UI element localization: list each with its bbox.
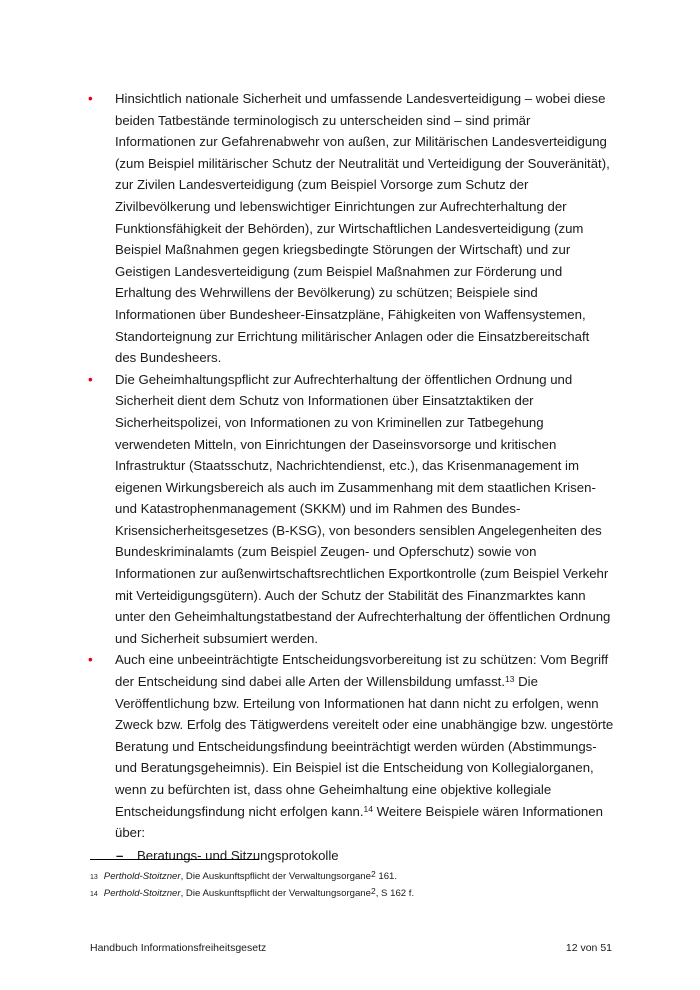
footnote-number: 14	[90, 891, 98, 898]
edition-sup: 2	[370, 869, 376, 879]
footnote-author: Perthold-Stoitzner	[103, 888, 181, 899]
footnote-ref[interactable]: 13	[505, 674, 515, 685]
main-content	[0, 88, 700, 866]
paragraph-part: Die Veröffentlichung bzw. Erteilung von Informationen hat dann nicht zu erfolgen, wenn Zweck bzw. Erfolg des Tätigwerdens vereitelt oder eine unabhängige bzw. ungestörte Beratung und Entscheidungsfindung beeinträchtigt werden würden (Abstimmungs- und Beratungsgeheimnis). Ein Beispiel ist die Entscheidung von Kollegialorganen, wenn zu befürchten ist, dass ohne Geheimhaltung eine objektive kollegiale Entscheidungsfindung nicht erfolgen kann.	[115, 674, 614, 819]
paragraph	[115, 649, 614, 843]
list-item	[0, 649, 700, 843]
list-item	[0, 369, 700, 650]
footnote	[90, 885, 620, 902]
bullet-icon: •	[88, 91, 93, 106]
paragraph-part: Auch eine unbeeinträchtigte Entscheidungsvorbereitung ist zu schützen: Vom Begriff der Entscheidung sind dabei alle Arten der Willensbildung umfasst.	[115, 652, 609, 690]
paragraph-part: Weitere Beispiele wären Informationen über:	[115, 803, 603, 841]
bullet-icon: •	[88, 371, 93, 387]
footnote-text: , Die Auskunftspflicht der Verwaltungsorgane	[180, 888, 371, 899]
footnote-author: Perthold-Stoitzner	[103, 871, 181, 882]
footnote-number: 13	[90, 874, 98, 881]
bullet-list	[0, 88, 700, 844]
edition-sup: 2	[370, 886, 376, 896]
footnote	[90, 868, 620, 885]
footnote-separator	[90, 859, 259, 860]
footnotes	[90, 868, 620, 902]
footnote-rest: , S 162 f.	[375, 888, 415, 899]
dash-icon: –	[116, 847, 124, 863]
sub-list-item	[0, 845, 700, 867]
footnote-text: , Die Auskunftspflicht der Verwaltungsorgane	[180, 871, 371, 882]
paragraph: Hinsichtlich nationale Sicherheit und umfassende Landesverteidigung – wobei diese beiden Tatbestände terminologisch zu unterscheiden sind – sind primär Informationen zur Gefahrenabwehr von außen, zur Militärischen Landesverteidigung (zum Beispiel militärischer Schutz der Neutralität und Verteidigung der Souveränität), zur Zivilen Landesverteidigung (zum Beispiel Vorsorge zum Schutz der Zivilbevölkerung und lebenswichtiger Einrichtungen zur Aufrechterhaltung der Funktionsfähigkeit der Behörden), zur Wirtschaftlichen Landesverteidigung (zum Beispiel Maßnahmen gegen kriegsbedingte Störungen der Wirtschaft) und zur Geistigen Landesverteidigung (zum Beispiel Maßnahmen zur Förderung und Erhaltung des Wehrwillens der Bevölkerung) zu schützen; Beispiele sind Informationen über Bundesheer-Einsatzpläne, Fähigkeiten von Waffensystemen, Standorteignung zur Errichtung militärischer Anlagen oder die Einsatzbereitschaft des Bundesheers.	[115, 91, 610, 366]
footnote-ref[interactable]: 14	[363, 803, 374, 814]
footnote-rest: 161.	[375, 871, 398, 882]
page-footer	[90, 941, 612, 955]
footer-title: Handbuch Informationsfreiheitsgesetz	[90, 942, 267, 954]
list-item	[0, 88, 700, 369]
bullet-icon: •	[88, 652, 93, 668]
sub-list-item-label: Beratungs- und Sitzungsprotokolle	[137, 847, 339, 863]
paragraph: Die Geheimhaltungspflicht zur Aufrechterhaltung der öffentlichen Ordnung und Sicherheit dient dem Schutz von Informationen über Einsatztaktiken der Sicherheitspolizei, von Informationen zu von Kriminellen zur Tatbegehung verwendeten Mitteln, von Einrichtungen der Daseinsvorsorge und kritischen Infrastruktur (Staatsschutz, Nachrichtendienst, etc.), das Krisenmanagement im eigenen Wirkungsbereich als auch im Zusammenhang mit dem staatlichen Krisen- und Katastrophenmanagement (SKKM) und im Rahmen des Bundes-Krisensicherheitsgesetzes (B-KSG), von besonders sensiblen Angelegenheiten des Bundeskriminalamts (zum Beispiel Zeugen- und Opferschutz) sowie von Informationen zur außenwirtschaftsrechtlichen Exportkontrolle (zum Beispiel Verkehr mit Verteidigungsgütern). Auch der Schutz der Stabilität des Finanzmarktes kann unter den Geheimhaltungstatbestand der Aufrechterhaltung der öffentlichen Ordnung und Sicherheit subsumiert werden.	[115, 371, 611, 646]
page-number: 12 von 51	[565, 942, 612, 954]
